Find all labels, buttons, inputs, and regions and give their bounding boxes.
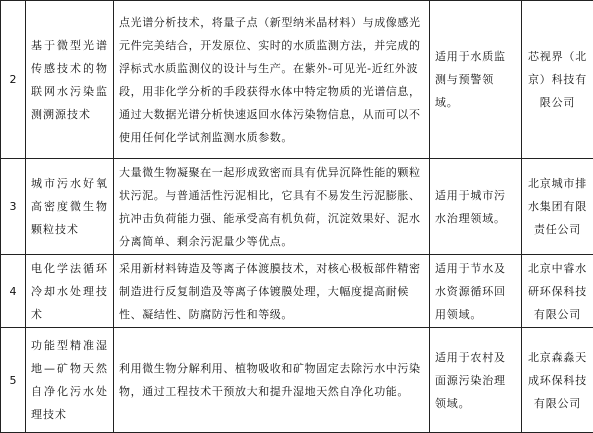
organization-name: 北京城市排水集团有限责任公司 (522, 159, 593, 255)
application-scope: 适用于城市污水治理领域。 (430, 159, 522, 255)
technology-description: 大量微生物凝聚在一起形成致密而具有优异沉降性能的颗粒状污泥。与普通活性污泥相比，它具有不易发生污泥膨胀、抗冲击负荷能力强、能承受高有机负荷，沉淀效果好、泥水分离简单、剩余污泥量少等优点。 (114, 159, 430, 255)
row-number: 5 (1, 328, 26, 433)
organization-name: 北京森淼天成环保科技有限公司 (522, 328, 593, 433)
table-row (1, 1, 593, 159)
technology-name: 功能型精准湿地—矿物天然自净化污水处理技术 (26, 328, 114, 433)
row-number: 4 (1, 255, 26, 328)
application-scope: 适用于水质监测与预警领域。 (430, 1, 522, 159)
application-scope: 适用于农村及面源污染治理领域。 (430, 328, 522, 433)
organization-name: 芯视界（北京）科技有限公司 (522, 1, 593, 159)
technology-description: 采用新材料铸造及等离子体渡膜技术，对核心极板部件精密制造进行反复制造及等离子体镀膜处理，大幅度提高耐候性、凝结性、防腐防污性和等级。 (114, 255, 430, 328)
table-row (1, 255, 593, 328)
application-scope: 适用于节水及水资源循环回用领域。 (430, 255, 522, 328)
technology-description: 点光谱分析技术，将量子点（新型纳米晶材料）与成像感光元件完美结合，开发原位、实时的水质监测方法，并完成的浮标式水质监测仪的设计与生产。在紫外-可见光-近红外波段，用非化学分析的手段获得水体中特定物质的光谱信息，通过大数据光谱分析快速返回水体污染物信息，从而可以不使用任何化学试剂监测水质参数。 (114, 1, 430, 159)
technology-description: 利用微生物分解利用、植物吸收和矿物固定去除污水中污染物，通过工程技术干预放大和提升湿地天然自净化功能。 (114, 328, 430, 433)
technology-name: 城市污水好氧高密度微生物颗粒技术 (26, 159, 114, 255)
row-number: 3 (1, 159, 26, 255)
organization-name: 北京中睿水研环保科技有限公司 (522, 255, 593, 328)
technology-name: 电化学法循环冷却水处理技术 (26, 255, 114, 328)
row-number: 2 (1, 1, 26, 159)
table-row (1, 328, 593, 433)
technology-name: 基于微型光谱传感技术的物联网水污染监测溯源技术 (26, 1, 114, 159)
table-row (1, 159, 593, 255)
